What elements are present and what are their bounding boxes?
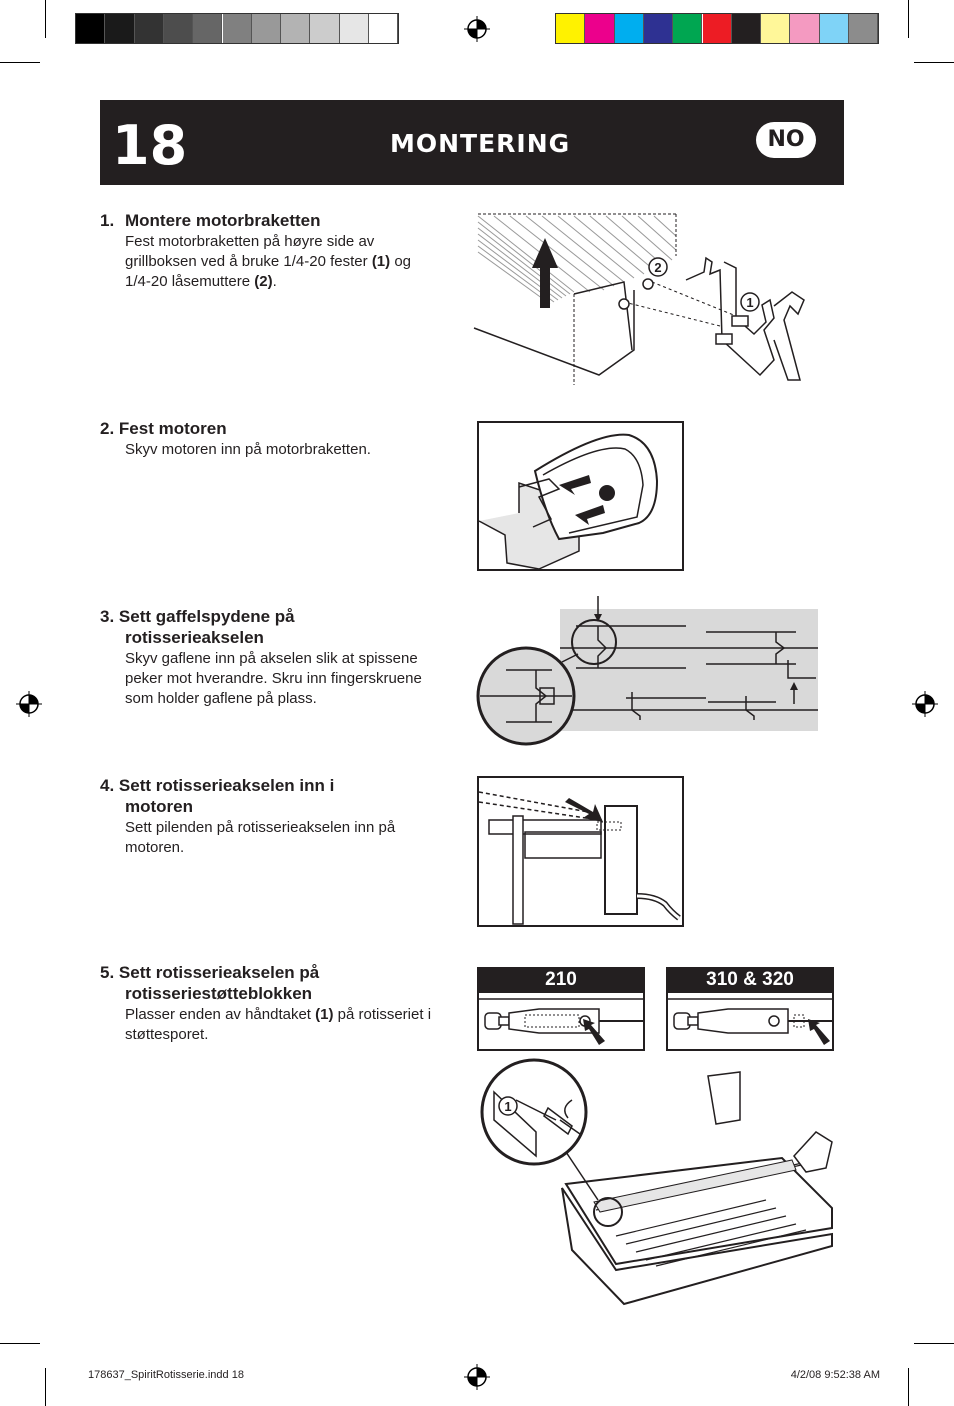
crop-mark [908, 1368, 909, 1406]
page-number: 18 [112, 114, 188, 177]
color-swatch [703, 14, 732, 43]
color-swatch [732, 14, 761, 43]
crop-mark [0, 62, 40, 63]
grayscale-swatch [76, 14, 105, 43]
crop-mark [908, 0, 909, 38]
language-badge: NO [756, 122, 816, 158]
color-swatch [820, 14, 849, 43]
step-title: 2. Fest motoren [100, 419, 227, 438]
callout-1: 1 [746, 295, 754, 310]
step-body-text: Plasser enden av håndtaket [125, 1006, 316, 1023]
footer-file-info: 178637_SpiritRotisserie.indd 18 [88, 1369, 244, 1381]
grayscale-swatch [252, 14, 281, 43]
grayscale-swatch [340, 14, 369, 43]
step-body-text: (1) [371, 253, 391, 270]
registration-mark-icon [16, 691, 42, 717]
step-body-text: Sett pilenden på rotisserieakselen inn på motoren. [125, 819, 396, 856]
grill-rotisserie-illustration [476, 1060, 836, 1310]
step-body [100, 818, 440, 858]
step-body [100, 232, 440, 292]
color-swatch [673, 14, 702, 43]
registration-mark-icon [464, 16, 490, 42]
step-title: 3. Sett gaffelspydene på rotisserieakselen [100, 607, 295, 647]
grayscale-swatch [281, 14, 310, 43]
crop-mark [914, 62, 954, 63]
step-body-text: Fest motorbraketten på høyre side av grillboksen ved å bruke 1/4-20 fester [125, 233, 375, 270]
step-body-text: Skyv gaflene inn på akselen slik at spissene peker mot hverandre. Skru inn fingerskruene som holder gaflene på plass. [125, 650, 422, 707]
callout-2: 2 [654, 260, 662, 275]
step-title: 5. Sett rotisserieakselen på rotisseriestøtteblokken [100, 963, 320, 1003]
step-4 [100, 775, 440, 858]
step-body-text: og 1/4-20 låsemuttere [125, 253, 412, 290]
step-1 [100, 210, 440, 292]
color-swatch [790, 14, 819, 43]
callout-1: 1 [504, 1099, 512, 1114]
step-body-text: . [272, 273, 277, 290]
crop-mark [45, 1368, 46, 1406]
footer-timestamp: 4/2/08 9:52:38 AM [790, 1369, 880, 1381]
spit-motor-illustration [479, 778, 682, 925]
step-body-text: på rotisseriet i støttesporet. [125, 1006, 432, 1043]
motor-illustration [479, 423, 682, 569]
color-swatch [644, 14, 673, 43]
color-swatch [615, 14, 644, 43]
crop-mark [0, 1343, 40, 1344]
grayscale-swatch [164, 14, 193, 43]
color-swatch [585, 14, 614, 43]
step-title: 1. Montere motorbraketten [100, 211, 321, 230]
grayscale-swatch [223, 14, 252, 43]
color-swatch [556, 14, 585, 43]
registration-mark-icon [464, 1364, 490, 1390]
registration-mark-icon [912, 691, 938, 717]
step-body-text: (1) [315, 1006, 334, 1023]
model-label-310-320: 310 & 320 [666, 967, 834, 993]
color-swatch [761, 14, 790, 43]
step-title: 4. Sett rotisserieakselen inn i motoren [100, 776, 335, 816]
support-block-210-illustration [479, 995, 643, 1049]
grayscale-swatch [135, 14, 164, 43]
step-5 [100, 962, 440, 1045]
crop-mark [914, 1343, 954, 1344]
model-label-210: 210 [477, 967, 645, 993]
page-title: MONTERING [390, 129, 571, 158]
support-block-310-320-illustration [668, 995, 832, 1049]
step-body [100, 440, 440, 460]
step-2 [100, 418, 440, 460]
grayscale-swatch [193, 14, 222, 43]
step-body-text: Skyv motoren inn på motorbraketten. [125, 441, 371, 458]
step-body [100, 1005, 440, 1045]
step-body [100, 649, 440, 709]
grayscale-swatch [105, 14, 134, 43]
step-body-text: (2) [254, 273, 273, 290]
grayscale-swatch [310, 14, 339, 43]
grayscale-swatch [369, 14, 398, 43]
spit-forks-illustration [476, 592, 826, 752]
color-swatch [849, 14, 878, 43]
step-3 [100, 606, 440, 709]
crop-mark [45, 0, 46, 38]
motor-bracket-illustration [474, 210, 834, 390]
